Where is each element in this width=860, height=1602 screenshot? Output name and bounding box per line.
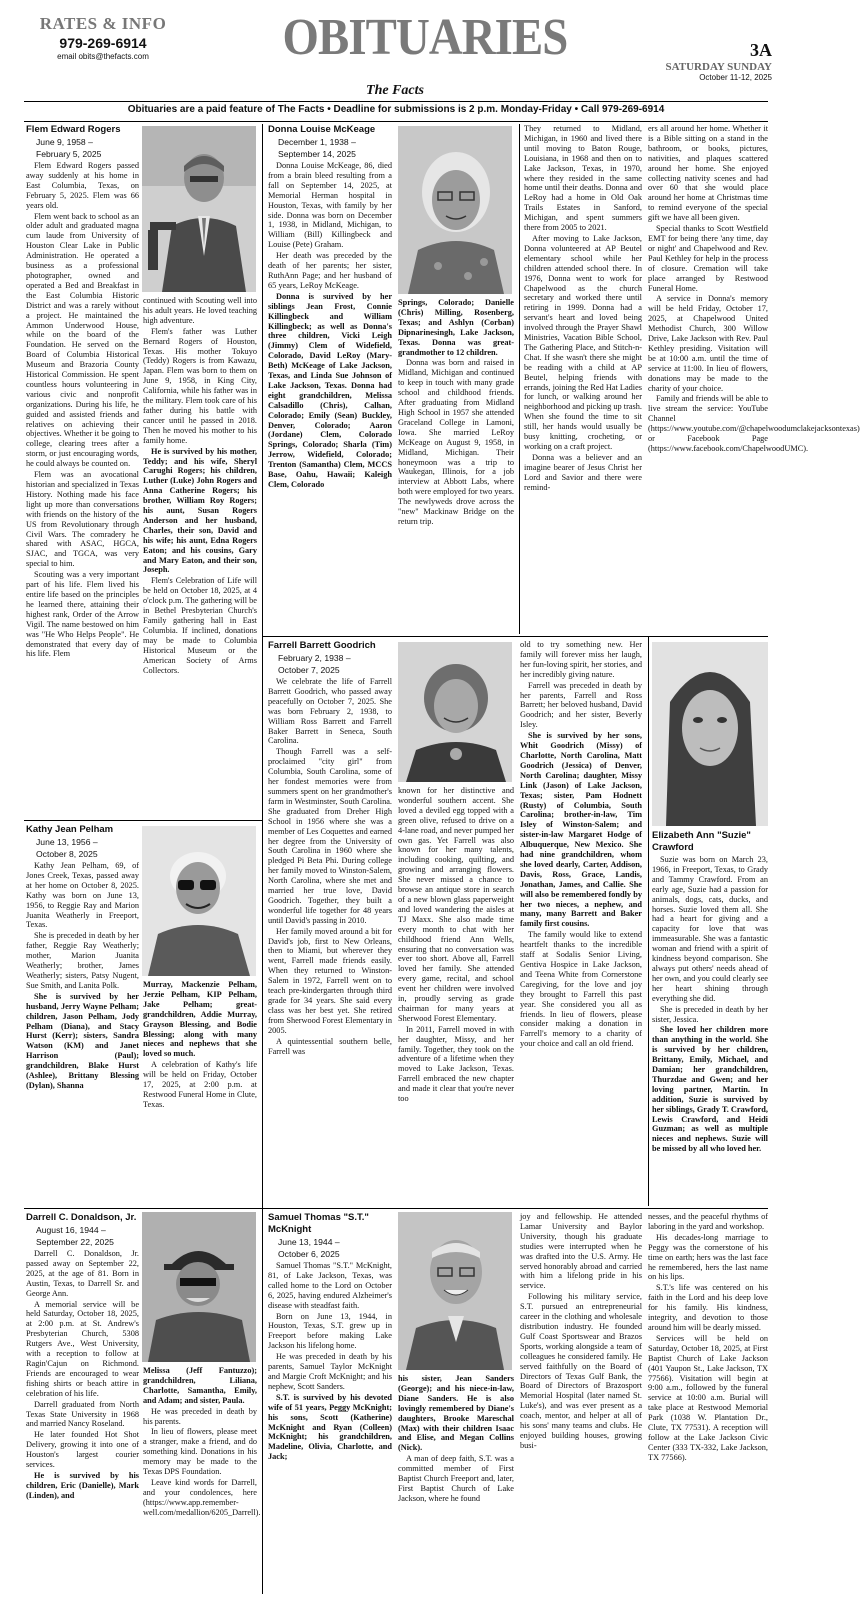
obit-name: Darrell C. Donaldson, Jr. — [26, 1212, 137, 1223]
obit-born: June 9, 1958 – — [36, 137, 93, 147]
obit-survivors: Melissa (Jeff Fantuzzo); grandchildren, Liliana, Charlotte, Samantha, Emily, and Adam; and sister, Paula. — [143, 1366, 257, 1405]
obit-donaldson-col2 — [143, 1366, 261, 1596]
obit-survivors: Murray, Mackenzie Pelham, Jerzie Pelham, KIP Pelham, Jake Pelham; great-grandchildren, Addie Murray, Grayson Blessing, and Bodie Blessing; along with many nieces and nephews that she loved so much. — [143, 980, 257, 1059]
obit-paragraph: After moving to Lake Jackson, Donna volunteered at AP Beutel elementary school while her children attended school there. In 1976, Donna went to work for Chapelwood as the church secretary and worked there until retiring in 1999. Donna had a servant's heart and loved being involved through the Prayer Shawl Ministries, Vacation Bible School, The Gathering Place, and Stitch-n-Chat. If she wasn't there she might be reading with a child at AP Beutel, helping friends with errands, joining the Red Hat Ladies for lunch, or walking around her neighborhood and picking up trash. When she found the time to sit still, her hands would usually be busy knitting, crocheting, or working on a craft project. — [524, 233, 642, 451]
rates-info-label: RATES & INFO — [39, 14, 167, 33]
obit-survivors: He is survived by his mother, Teddy; and his wife, Sheryl Carughi Rogers; his children, Luther (Luke) John Rogers and Anna Catherine Rogers; his brother, William Roy Rogers; his aunt, Susan Rogers Anderson and her husband, Charles, their son, David and his wife; his aunt, Edna Rogers Eaton; and his cousins, Gary and Mary Eaton, and their son, Joseph. — [143, 446, 257, 575]
header-rule — [24, 101, 768, 102]
obit-donaldson-col1 — [26, 1212, 139, 1596]
obit-goodrich-col3 — [520, 640, 642, 1206]
obit-paragraph: Following his military service, S.T. pursued an entrepreneurial career in the clothing and wholesale distribution industry. He founded Gulf Coast Sportswear and Brazos Sports, working alongside a team of colleagues he considered family. He served faithfully on the Board of Directors of Texas Gulf Bank, the Board of Directors of Brazosport Memorial Hospital (later named St. Luke's), and was ever present as a coach, mentor, and helper at all of his sons' many teams and clubs. He enjoyed building houses, growing busi- — [520, 1292, 642, 1450]
page-number: 3A — [750, 40, 772, 60]
obit-goodrich-col2 — [398, 786, 514, 1206]
obit-mckeage-col2 — [398, 298, 514, 634]
obit-name: Flem Edward Rogers — [26, 124, 121, 135]
obit-service: Services will be held on Saturday, October 18, 2025, at First Baptist Church of Lake Jackson (401 Yaupon St., Lake Jackson, TX 77566). Visitation will begin at 9:00 a.m., followed by the funeral service at 10:00 a.m. Burial will take place at Restwood Memorial Park (1038 W. Plantation Dr., Clute, TX 77531). A reception will follow at the Lake Jackson Civic Center (333 TX-332, Lake Jackson, TX 77566). — [648, 1333, 768, 1462]
obit-died: October 8, 2025 — [36, 849, 98, 859]
obit-survivors: She loved her children more than anything in the world. She is survived by her children, Brittany, Emily, Michael, and Damian; her grandchildren, Thurzdae and Gwen; and her loving partner, Martin. In addition, Suzie is survived by her siblings, Grady T. Crawford, Lewis Crawford, and Heidi Guzman; as well as multiple nieces and nephews. Suzie will be missed by all who loved her. — [652, 1025, 768, 1154]
page-info — [592, 40, 772, 82]
obit-name: Kathy Jean Pelham — [26, 824, 114, 835]
woman-sunglasses-photo — [142, 826, 256, 976]
obit-paragraph: Suzie was born on March 23, 1966, in Freeport, Texas, to Grady and Tammy Crawford. From an early age, Suzie had a passion for animals, dogs, cats, ducks, and horses. Suzie loved them all. She had a heart for giving and a capacity for love that was immeasurable. She was a fantastic woman and friend with a spirit of kindness beyond comparison. She always put others' needs ahead of her own, and you could clearly see her heart shining through everything she did. — [652, 855, 768, 1003]
obit-died: September 22, 2025 — [36, 1237, 114, 1247]
obit-died: October 6, 2025 — [278, 1249, 340, 1259]
older-woman-photo — [398, 126, 512, 294]
publication-name: The Facts — [366, 83, 424, 98]
obit-paragraph: Farrell was preceded in death by her parents, Farrell and Ross Barrett; her beloved husband, David Goodrich; and her sister, Beverly Isley. — [520, 680, 642, 730]
obit-paragraph: Darrell graduated from North Texas State University in 1968 and married Nancy Roseland. — [26, 1399, 139, 1429]
smiling-man-photo — [398, 1212, 512, 1370]
obit-paragraph: We celebrate the life of Farrell Barrett Goodrich, who passed away peacefully on October 7, 2025. She was born February 2, 1938, to William Ross Barrett and Farrell Baker Barrett in Seneca, South Carolina. — [268, 677, 392, 746]
obit-paragraph: Donna Louise McKeage, 86, died from a brain bleed resulting from a fall on September 14, 2025, at Memorial Herman hospital in Houston, Texas, with family by her side. Donna was born on December 1, 1938, in Midland, Michigan, to William (Bill) Killingbeck and Louise (Pete) Graham. — [268, 161, 392, 250]
obit-rogers-col1 — [26, 124, 139, 818]
obit-paragraph: Flem went back to school as an older adult and graduated magna cum laude from University of Houston Clear Lake in Public Administration. He operated a business as a professional photographer, owned and operated a Bed and Breakfast in the East Columbia Historic District and was a rarely without a project. He maintained the Ammon Underwood House, while on the board of the Foundation. He served on the Board of Columbia Historical Museum and Brazoria County Historical Commission. He spent countless hours volunteering in various civic and nonprofit organizations. During his life, he guided and assisted friends and relatives on achieving their objectives. Whether it be going to college, clearing trees after a storm, or just encouraging words, he could always be counted on. — [26, 211, 139, 469]
obit-paragraph: Leave kind words for Darrell, and your condolences, here (https://www.app.remember-well.com/medallion/6205_Darrell). — [143, 1477, 261, 1517]
obit-paragraph: Though Farrell was a self-proclaimed "city girl" from Columbia, South Carolina, some of her fondest memories were from summers spent on her grandmother's farm in Westminster, South Carolina. She graduated from Dreher High School in 1956 where she was a member of Les Coquettes and earned her degree from the University of South Carolina in 1960 where she pledged Pi Beta Phi. During college her family moved to Winston-Salem, North Carolina, where she met and married her true love, David Goodrich. Together, they built a wonderful life together for 48 years until David's passing in 2010. — [268, 747, 392, 925]
obit-paragraph: Darrell C. Donaldson, Jr. passed away on September 22, 2025, at the age of 81. Born in Austin, Texas, to Darrell Sr. and George Ann. — [26, 1249, 139, 1298]
obit-paragraph: His decades-long marriage to Peggy was the cornerstone of his time on earth; hers was the last face he remembered, hers the last name on his lips. — [648, 1232, 768, 1282]
submission-notice: Obituaries are a paid feature of The Facts • Deadline for submissions is 2 p.m. Monday-Friday • Call 979-269-6914 — [127, 104, 665, 115]
obit-paragraph: A quintessential southern belle, Farrell was — [268, 1036, 392, 1056]
obit-paragraph: They returned to Midland, Michigan, in 1960 and lived there until moving to Baton Rouge, Louisiana, in 1968 and then on to Lake Jackson, Texas, in 1970, where they resided in the same home until their deaths. Donna and LeRoy had a home in Old Oak Trails Estates in Sanford, Michigan, and spent summers there from 2005 to 2021. — [524, 124, 642, 233]
section-divider — [24, 1208, 262, 1209]
obit-rogers-col2 — [143, 296, 257, 818]
column-divider — [262, 124, 263, 1594]
column-divider — [648, 636, 649, 1206]
obit-mcknight-col4 — [648, 1212, 768, 1596]
obit-paragraph: He was preceded in death by his parents, Samuel Taylor McKnight and Margie Croft McKnight; and his nephew, Scott Sanders. — [268, 1352, 392, 1391]
obit-survivors: She is survived by her sons, Whit Goodrich (Missy) of Charlotte, North Carolina, Matt Goodrich (Jessica) of Denver, North Carolina; daughter, Missy Link (Jason) of Lake Jackson, Texas; sister, Pam Hodnett (Rusty) of Columbia, South Carolina; brother-in-law, Tim Isley of Winston-Salem; and sister-in-law Margaret Hodge of Albuquerque, New Mexico. She had nine grandchildren, whom she loved dearly, Carter, Addison, Davis, Ross, Grace, Landis, Jonathan, James, and Callie. She will also be remembered fondly by her two nieces, a nephew, and many, many Barrett and Baker family first cousins. — [520, 731, 642, 929]
obit-goodrich-col1 — [268, 640, 392, 1206]
obit-survivors: Springs, Colorado; Danielle (Chris) Milling, Rosenberg, Texas; and Ashlyn (Corban) Dipnarinesingh, Lake Jackson, Texas. Donna was great-grandmother to 12 children. — [398, 298, 514, 357]
masthead-title: OBITUARIES — [282, 9, 568, 66]
obit-born: June 13, 1944 – — [278, 1237, 340, 1247]
obit-born: December 1, 1938 – — [278, 137, 356, 147]
obit-mcknight-col3 — [520, 1212, 642, 1596]
obit-name: Farrell Barrett Goodrich — [268, 640, 376, 651]
obit-survivors: She is survived by her husband, Jerry Wayne Pelham; children, Jason Pelham, Jody Pelham (Diana), and Stacy Hurst (Kerr); sisters, Sandra Watson (KM) and Janet Harrison (Paul); grandchildren, Blake Hurst (Ashlee), Brittany Blessing (Dylan), Shanna — [26, 991, 139, 1090]
obit-paragraph: S.T.'s life was centered on his faith in the Lord and his deep love for his family. His kindness, integrity, and devotion to those around him will be dearly missed. — [648, 1283, 768, 1332]
obit-paragraph: Scouting was a very important part of his life. Flem lived his entire life based on the principles he learned there, attaining their highest rank, Order of the Arrow Vigil. The name bestowed on him was "He Who Helps People". He demonstrated that every day of his life. Flem — [26, 570, 139, 659]
obit-mcknight-col1 — [268, 1212, 392, 1596]
obit-paragraph: Flem was an avocational historian and specialized in Texas History. Nothing made his face light up more than conversations with friends on the history of the US from Revolutionary through Civil Wars. The comradery he shared with ASAC, HGCA, SJAC, and TGCA, was very special to him. — [26, 470, 139, 569]
obit-paragraph: In lieu of flowers, please meet a stranger, make a friend, and do something kind. Donations in his memory may be made to the Texas DPS Foundation. — [143, 1427, 257, 1477]
rates-phone: 979-269-6914 — [59, 35, 147, 51]
obit-survivors: S.T. is survived by his devoted wife of 51 years, Peggy McKnight; his sons, Scott (Katherine) McKnight and Ryan (Colleen) McKnight; his grandchildren, Madeline, Olivia, Charlotte, and Jack; — [268, 1392, 392, 1462]
obit-name: Samuel Thomas "S.T." McKnight — [268, 1212, 369, 1235]
obit-survivors: He is survived by his children, Eric (Danielle), Mark (Linden), and — [26, 1470, 139, 1500]
obit-service: A celebration of Kathy's life will be held on Friday, October 17, 2025, at 2:00 p.m. at Restwood Funeral Home in Clute, Texas. — [143, 1060, 257, 1109]
obit-paragraph: Her death was preceded by the death of her parents; her sister, RuthAnn Page; and her husband of 65 years, LeRoy McKeage. — [268, 251, 392, 290]
obit-paragraph: He was preceded in death by his parents. — [143, 1406, 257, 1426]
obit-paragraph: Flem Edward Rogers passed away suddenly at his home in East Columbia, Texas, on February 5, 2025. Flem was 66 years old. — [26, 161, 139, 210]
obit-born: June 13, 1956 – — [36, 837, 98, 847]
obit-survivors: Donna is survived by her siblings Jean Frost, Connie Killingbeck and William Killingbeck; as well as Donna's three children, Vicki Leigh (Jimmy) Clem of Widefield, Colorado, David LeRoy (Mary-Beth) McKeage of Lake Jackson, Texas, and Linda Sue Johnson of Lake Jackson, Texas. Donna had eight grandchildren, Melissa Calsadillo (Chris), Calhan, Colorado; Emily (Sean) Buckley, Denver, Colorado; Aaron (Jordane) Clem, Colorado Springs, Colorado; Sharla (Tim) Jerrow, Widefield, Colorado; Trenton (Samantha) Clem, MCCS Base, Oahu, Hawaii; Kaleigh Clem, Colorado — [268, 291, 392, 489]
obit-paragraph: He later founded Hot Shot Delivery, growing it into one of Houston's largest courier services. — [26, 1430, 139, 1470]
rates-info-box — [28, 14, 178, 61]
obit-mcknight-col2 — [398, 1374, 514, 1596]
obit-paragraph: Donna was born and raised in Midland, Michigan and continued to keep in touch with many grade school and childhood friends. After graduating from Midland High School in 1957 she attended Graceland College in Lamoni, Iowa. She married LeRoy McKeage on August 9, 1958, in Midland, Michigan. Their honeymoon was a trip to Waukegan, Illinois, for a job interview at Abbott Labs, where both were employed for two years. The newlyweds drove across the "new" Mackinaw Bridge on the return trip. — [398, 358, 514, 526]
obit-pelham-col1 — [26, 824, 139, 1206]
column-divider — [519, 124, 520, 634]
obit-name: Elizabeth Ann "Suzie" Crawford — [652, 830, 751, 853]
obit-service: A service in Donna's memory will be held Friday, October 17, 2025, at Chapelwood United Methodist Church, 300 Willow Drive, Lake Jackson with Rev. Paul Kethley presiding. Visitation will be at 10:00 a.m. until the time of service at 11:00. In lieu of flowers, donations may be made to the charity of your choice. — [648, 294, 768, 393]
obit-paragraph: Family and friends will be able to live stream the service: YouTube Channel (https://www.youtube.com/@chapelwoodumclakejacksontexas) or Facebook Page (https://www.facebook.com/ChapelwoodUMC). — [648, 394, 860, 453]
obit-paragraph: ers all around her home. Whether it is a Bible sitting on a stand in the bathroom, or books, pictures, nativities, and plaques scattered around her home. She enjoyed collecting nativity scenes and had over 60 that she would place around her home at Christmas time to remind everyone of the special gift we have all been given. — [648, 124, 768, 223]
obit-paragraph: Samuel Thomas "S.T." McKnight, 81, of Lake Jackson, Texas, was called home to the Lord on October 6, 2025, having endured Alzheimer's disease with steadfast faith. — [268, 1261, 392, 1310]
obit-paragraph: known for her distinctive and wonderful southern accent. She loved a deviled egg topped with a green olive, refused to drive on a 4-lane road, and never pumped her own gas. Yet Farrell was also known for her many talents, including cooking, quilting, and growing and arranging flowers. She never missed a chance to browse an antique store in search of a new blown glass paperweight and loved wandering the aisles at TJ Maxx. She also made time every month to chat with her childhood friend Ann Wells, ensuring that no conversation was ever too short. Above all, Farrell loved her family. She attended every game, recital, and school event her children were involved in, proudly serving as grade chairman for many years at Sherwood Forest Elementary. — [398, 786, 514, 1023]
obit-paragraph: Born on June 13, 1944, in Houston, Texas, S.T. grew up in Freeport before making Lake Jackson his lifelong home. — [268, 1311, 392, 1351]
obit-crawford — [652, 830, 768, 1206]
obit-died: September 14, 2025 — [278, 149, 356, 159]
obit-paragraph: A man of deep faith, S.T. was a committed member of First Baptist Church Freeport and, later, First Baptist Church of Lake Jackson, where he found — [398, 1454, 514, 1503]
obit-paragraph: A memorial service will be held Saturday, October 18, 2025, at 2:00 p.m. at St. Andrew's Presbyterian Church, 5308 Rutgers Ave., West University, with a reception to follow at Ragin'Cajun on Richmond. Friends are encouraged to wear fishing shirts or beach attire in celebration of his life. — [26, 1299, 139, 1398]
obit-paragraph: In 2011, Farrell moved in with her daughter, Missy, and her family. Together, they took on the adventure of a lifetime when they moved to Lake Jackson, Texas. Farrell embraced the new chapter and made it clear that you're never too — [398, 1024, 514, 1104]
obit-paragraph: The family would like to extend heartfelt thanks to the incredible staff at Sodalis Senior Living, Gentiva Hospice in Lake Jackson, and Teena White from Cornerstone Caregiving, for the love and joy they brought to Farrell this past year. She considered you all as friends. In lieu of flowers, please consider making a donation in Farrell's memory to a charity of your choice and call an old friend. — [520, 930, 642, 1049]
obit-paragraph: nesses, and the peaceful rhythms of laboring in the yard and workshop. — [648, 1212, 768, 1231]
woman-portrait-photo — [398, 642, 512, 782]
notice-rule — [24, 121, 768, 122]
young-woman-photo — [652, 642, 768, 826]
edition-day: SATURDAY SUNDAY — [665, 61, 772, 73]
man-speaking-photo — [142, 126, 256, 292]
section-divider — [262, 636, 768, 637]
obit-paragraph: Her family moved around a bit for David's job, first to New Orleans, then to Miami, but wherever they went, Farrell made friends easily. When they returned to Winston-Salem in 1972, Farrell went on to teach pre-kindergarten through third grade for 34 years. She said every class was her best yet. She retired from Sherwood Forest Elementary in 2005. — [268, 926, 392, 1035]
obit-paragraph: Flem's father was Luther Bernard Rogers of Houston, Texas. His mother Tokuyo (Teddy) Rogers is from Kawazu, Japan. Flem was born to them on June 9, 1958, in King City, California, while his father was in the military. Flem took care of his father during his battle with cancer until he passed in 2018. Then he moved his mother to his family home. — [143, 326, 257, 445]
obit-name: Donna Louise McKeage — [268, 124, 376, 135]
obit-pelham-col2 — [143, 980, 257, 1206]
obit-born: August 16, 1944 – — [36, 1225, 106, 1235]
obit-mckeage-col3 — [524, 124, 642, 634]
obit-paragraph: joy and fellowship. He attended Lamar University and Baylor University, though his graduate studies were interrupted when he was drafted into the U.S. Army. He served honorably abroad and carried with him a lifelong pride in his service. — [520, 1212, 642, 1291]
obit-paragraph: She is preceded in death by her father, Reggie Ray Weatherly; mother, Marion Juanita Weatherly; brother, James Weatherly; sisters, Patsy Nugent, Sue Smith, and Lanita Polk. — [26, 931, 139, 990]
section-divider — [262, 1208, 768, 1209]
obit-died: October 7, 2025 — [278, 665, 340, 675]
obit-paragraph: old to try something new. Her family will forever miss her laugh, her fun-loving spirit, her stories, and her incredibly giving nature. — [520, 640, 642, 679]
obit-paragraph: She is preceded in death by her sister, Jessica. — [652, 1004, 768, 1024]
obit-paragraph: Special thanks to Scott Westfield EMT for being there 'any time, day or night' and Chapelwood and Rev. Paul Kethley for help in the process of closure. Cremation will take place arranged by Restwood Funeral Home. — [648, 224, 768, 293]
man-cap-photo — [142, 1212, 256, 1362]
section-divider — [24, 820, 262, 821]
obit-paragraph: continued with Scouting well into his adult years. He loved teaching high adventure. — [143, 296, 257, 325]
obit-paragraph: Kathy Jean Pelham, 69, of Jones Creek, Texas, passed away at her home on October 8, 2025. Kathy was born on June 13, 1956, to Reggie Ray and Marion Juanita Weatherly in Freeport, Texas. — [26, 861, 139, 930]
obit-mckeage-col4 — [648, 124, 860, 634]
obit-paragraph: Donna was a believer and an imagine bearer of Jesus Christ her Lord and Savior and there were remind- — [524, 452, 642, 492]
obit-mckeage-col1 — [268, 124, 392, 634]
rates-email: email obits@thefacts.com — [57, 52, 149, 61]
obit-survivors: his sister, Jean Sanders (George); and his niece-in-law, Diane Sanders. He is also lovingly remembered by Diane's daughters, Brooke Mareschal (Max) with their children Isaac and Elise, and Megan Collins (Nick). — [398, 1374, 514, 1453]
obit-died: February 5, 2025 — [36, 149, 102, 159]
obit-service: Flem's Celebration of Life will be held on October 18, 2025, at 4 o'clock p.m. The gathering will be in Bethel Presbyterian Church's Family gathering hall in East Columbia. If inclined, donations may be made to Columbia Historical Museum or the American Society of Arms Collectors. — [143, 576, 257, 675]
edition-date: October 11-12, 2025 — [699, 73, 772, 82]
obit-born: February 2, 1938 – — [278, 653, 351, 663]
